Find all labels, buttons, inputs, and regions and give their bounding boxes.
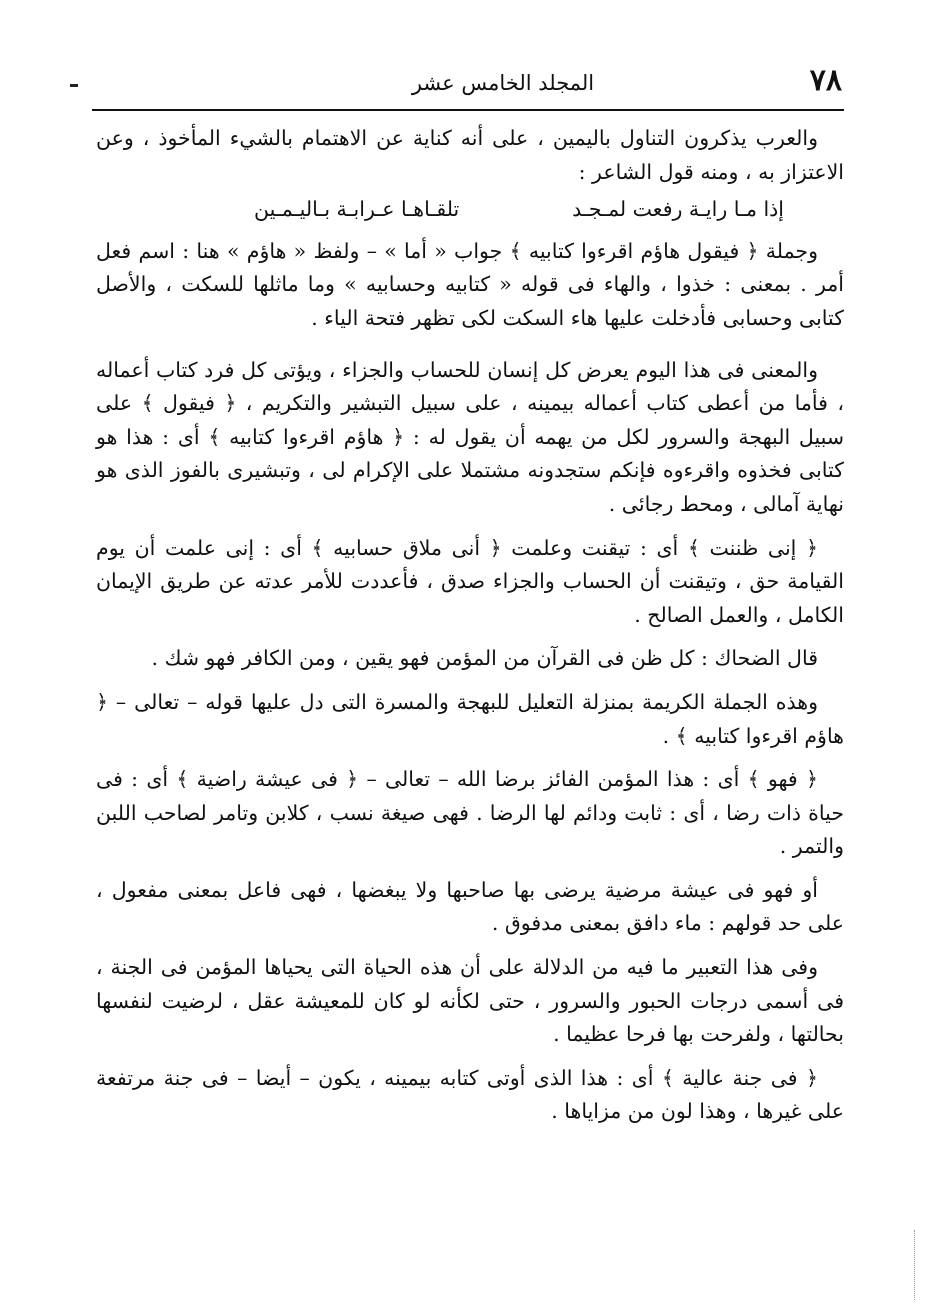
- paragraph-4: ﴿ إنى ظننت ﴾ أى : تيقنت وعلمت ﴿ أنى ملاق حسابيه ﴾ أى : إنى علمت أن يوم القيامة حق ، وتيقنت أن الحساب والجزاء صدق ، فأعددت للأمر عدته عن طريق الإيمان الكامل ، والعمل الصالح .: [96, 535, 844, 627]
- paragraph-6: وهذه الجملة الكريمة بمنزلة التعليل للبهجة والمسرة التى دل عليها قوله – تعالى – ﴿ هاؤم اقرءوا كتابيه ﴾ .: [96, 689, 844, 748]
- running-title: المجلد الخامس عشر: [411, 71, 595, 95]
- scan-edge-marks: [910, 1230, 915, 1300]
- paragraph-7: ﴿ فهو ﴾ أى : هذا المؤمن الفائز برضا الله – تعالى – ﴿ فى عيشة راضية ﴾ أى : فى حياة ذات رضا ، أى : ثابت ودائم لها الرضا . فهى صيغة نسب ، كلابن وتامر لصاحب اللبن والتمر .: [96, 767, 844, 859]
- paragraph-3: والمعنى فى هذا اليوم يعرض كل إنسان للحساب والجزاء ، ويؤتى كل فرد كتاب أعماله ، فأما من أعطى كتاب أعماله بيمينه ، على سبيل التبشير والتكريم ، ﴿ فيقول ﴾ على سبيل البهجة والسرور لكل من يهمه أن يقول له : ﴿ هاؤم اقرءوا كتابيه ﴾ أى : هذا هو كتابى فخذوه واقرءوه فإنكم ستجدونه مشتملا على الإكرام لى ، وتبشيرى بالفوز الذى هو نهاية آمالى ، ومحط رجائى .: [96, 357, 844, 516]
- paragraph-5: قال الضحاك : كل ظن فى القرآن من المؤمن فهو يقين ، ومن الكافر فهو شك .: [151, 646, 818, 671]
- verse-second-hemistich: تلقـاهـا عـرابـة بـاليـمـين: [254, 197, 460, 222]
- page-body: [96, 122, 844, 1139]
- paragraph-1: والعرب يذكرون التناول باليمين ، على أنه كناية عن الاهتمام بالشيء المأخوذ ، وعن الاعتزاز به ، ومنه قول الشاعر :: [96, 126, 844, 184]
- paragraph-8: أو فهو فى عيشة مرضية يرضى بها صاحبها ولا يبغضها ، فهى فاعل بمعنى مفعول ، على حد قولهم : ماء دافق بمعنى مدفوق .: [96, 877, 844, 936]
- poem-verse: [96, 193, 844, 227]
- paragraph-10: ﴿ فى جنة عالية ﴾ أى : هذا الذى أوتى كتابه بيمينه ، يكون – أيضا – فى جنة مرتفعة على غيرها ، وهذا لون من مزاياها .: [96, 1065, 844, 1124]
- header-rule: [92, 109, 844, 111]
- paragraph-9: وفى هذا التعبير ما فيه من الدلالة على أن هذه الحياة التى يحياها المؤمن فى الجنة ، فى أسمى درجات الحبور والسرور ، حتى لكأنه لو كان للمعيشة عقل ، لرضيت لنفسها بحالتها ، ولفرحت بها فرحا عظيما .: [96, 955, 844, 1047]
- page-header: [92, 62, 844, 106]
- header-dash-mark: [70, 84, 78, 87]
- scan-speck-marks: [120, 1218, 130, 1238]
- page-number: ٧٨: [809, 63, 842, 98]
- paragraph-2: وجملة ﴿ فيقول هاؤم اقرءوا كتابيه ﴾ جواب « أما » – ولفظ « هاؤم » هنا : اسم فعل أمر . بمعنى : خذوا ، والهاء فى قوله « كتابيه وحسابيه » وما ماثلها للسكت ، والأصل كتابى وحسابى فأدخلت عليها هاء السكت لكى تظهر فتحة الياء .: [96, 238, 844, 330]
- verse-first-hemistich: إذا مـا رايـة رفعت لمـجـد: [572, 197, 784, 222]
